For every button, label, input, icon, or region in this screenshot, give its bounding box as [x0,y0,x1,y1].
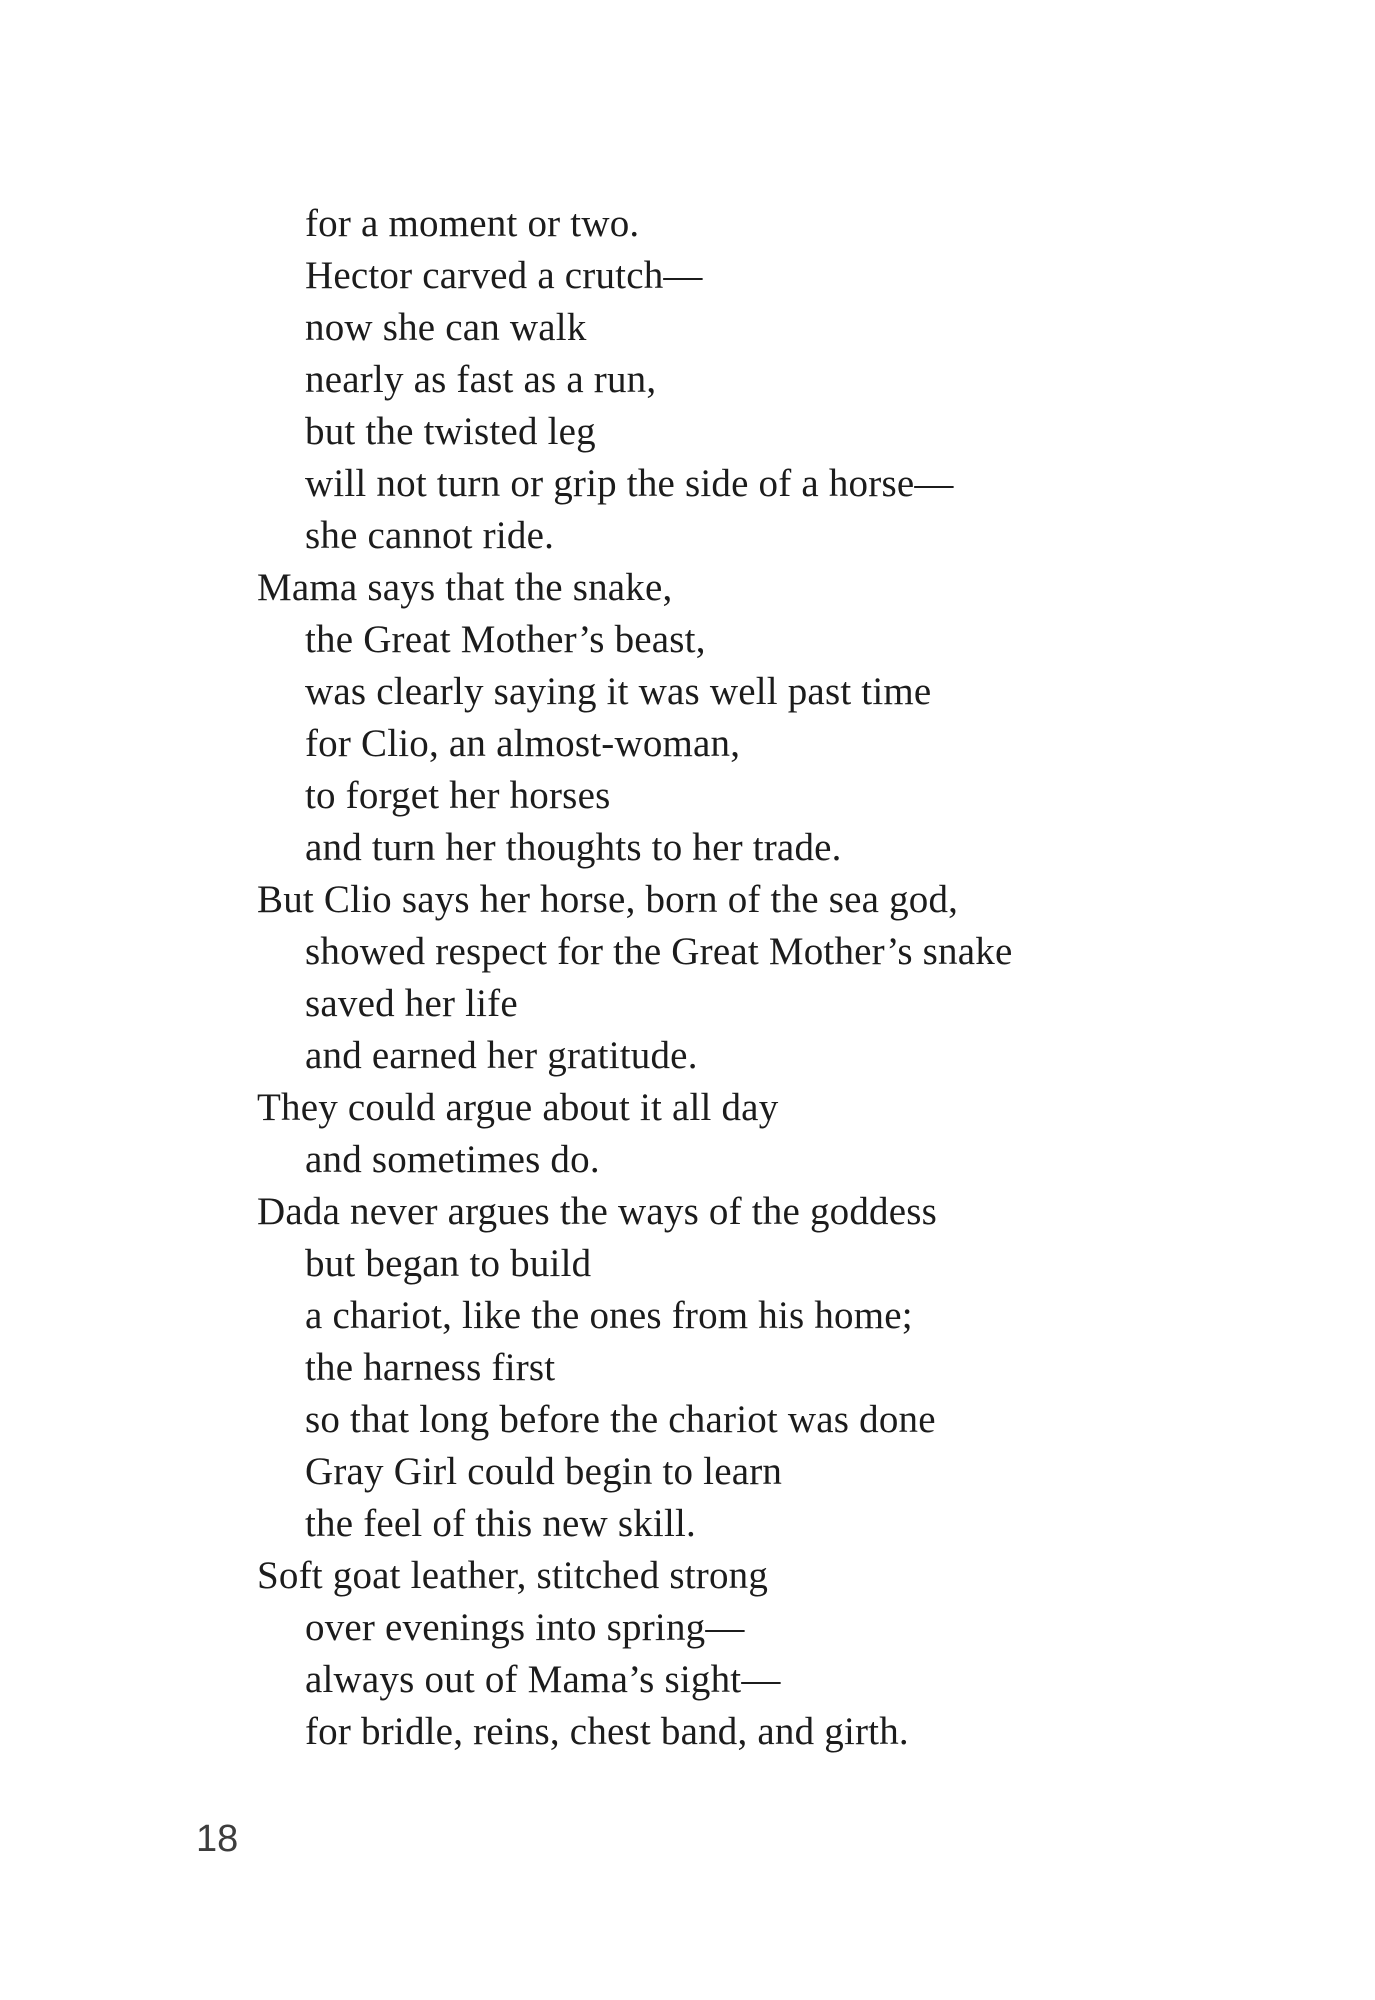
poem-line: nearly as fast as a run, [305,358,657,401]
poem-line: the feel of this new skill. [305,1502,696,1545]
poem-line: but the twisted leg [305,410,596,453]
poem-line: she cannot ride. [305,514,555,557]
poem-line: saved her life [305,982,518,1025]
poem-line: to forget her horses [305,774,611,817]
poem-text [257,198,1257,1758]
poem-line: Soft goat leather, stitched strong [257,1554,769,1597]
poem-line: Hector carved a crutch— [305,254,703,297]
poem-line: and turn her thoughts to her trade. [305,826,842,869]
poem-line: Dada never argues the ways of the goddess [257,1190,938,1233]
poem-line: showed respect for the Great Mother’s snake [305,930,1013,973]
poem-line: now she can walk [305,306,587,349]
poem-line: They could argue about it all day [257,1086,779,1129]
poem-line: But Clio says her horse, born of the sea god, [257,878,959,921]
poem-line: so that long before the chariot was done [305,1398,936,1441]
poem-line: for bridle, reins, chest band, and girth. [305,1710,909,1753]
poem-line: for a moment or two. [305,202,640,245]
poem-line: and sometimes do. [305,1138,600,1181]
poem-line: always out of Mama’s sight— [305,1658,781,1701]
poem-line: was clearly saying it was well past time [305,670,932,713]
poem-line: Mama says that the snake, [257,566,673,609]
poem-line: Gray Girl could begin to learn [305,1450,783,1493]
poem-line: over evenings into spring— [305,1606,745,1649]
poem-line: will not turn or grip the side of a horse— [305,462,954,505]
poem-line: a chariot, like the ones from his home; [305,1294,913,1337]
poem-line: and earned her gratitude. [305,1034,698,1077]
poem-line: for Clio, an almost-woman, [305,722,741,765]
poem-line: but began to build [305,1242,592,1285]
page-number: 18 [196,1818,239,1860]
poem-line: the Great Mother’s beast, [305,618,706,661]
poem-line: the harness first [305,1346,556,1389]
